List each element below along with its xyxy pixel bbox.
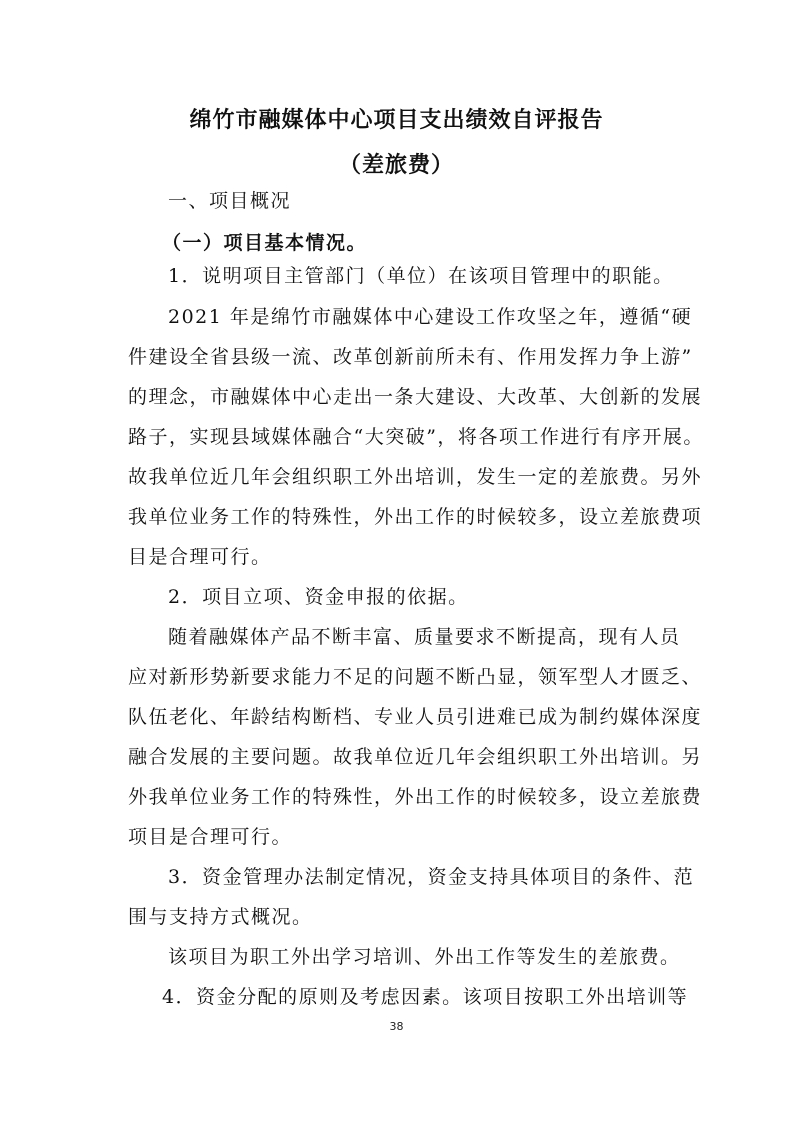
paragraph-line: 队伍老化、年龄结构断档、专业人员引进难已成为制约媒体深度 xyxy=(128,706,703,728)
paragraph-line: 的理念，市融媒体中心走出一条大建设、大改革、大创新的发展 xyxy=(128,386,703,408)
item-heading: 1．说明项目主管部门（单位）在该项目管理中的职能。 xyxy=(168,265,674,287)
paragraph-line: 融合发展的主要问题。故我单位近几年会组织职工外出培训。另 xyxy=(128,746,703,768)
paragraph-line: 件建设全省县级一流、改革创新前所未有、作用发挥力争上游” xyxy=(128,346,693,368)
page-number: 38 xyxy=(389,1020,404,1033)
paragraph-line: 外我单位业务工作的特殊性，外出工作的时候较多，设立差旅费 xyxy=(128,786,703,808)
paragraph-line: 目是合理可行。 xyxy=(128,546,272,568)
paragraph-line: 2021 年是绵竹市融媒体中心建设工作攻坚之年，遵循“硬 xyxy=(168,306,693,328)
paragraph-line: 项目是合理可行。 xyxy=(128,826,293,848)
document-title: 绵竹市融媒体中心项目支出绩效自评报告 xyxy=(189,108,604,133)
paragraph-line: 路子，实现县域媒体融合“大突破”，将各项工作进行有序开展。 xyxy=(128,426,704,448)
paragraph-line: 随着融媒体产品不断丰富、质量要求不断提高，现有人员 xyxy=(168,626,681,648)
subsection-heading: （一）项目基本情况。 xyxy=(162,232,368,254)
paragraph-line: 应对新形势新要求能力不足的问题不断凸显，领军型人才匮乏、 xyxy=(128,666,703,688)
item-heading: 2．项目立项、资金申报的依据。 xyxy=(168,586,469,608)
section-heading: 一、项目概况 xyxy=(168,190,292,212)
paragraph-line: 我单位业务工作的特殊性，外出工作的时候较多，设立差旅费项 xyxy=(128,506,703,528)
paragraph-line: 该项目为职工外出学习培训、外出工作等发生的差旅费。 xyxy=(168,946,681,968)
document-subtitle: （差旅费） xyxy=(338,153,454,178)
item-heading: 4．资金分配的原则及考虑因素。该项目按职工外出培训等 xyxy=(162,986,689,1008)
item-heading: 3．资金管理办法制定情况，资金支持具体项目的条件、范 xyxy=(168,866,695,888)
paragraph-line: 围与支持方式概况。 xyxy=(128,906,313,928)
paragraph-line: 故我单位近几年会组织职工外出培训，发生一定的差旅费。另外 xyxy=(128,466,703,488)
